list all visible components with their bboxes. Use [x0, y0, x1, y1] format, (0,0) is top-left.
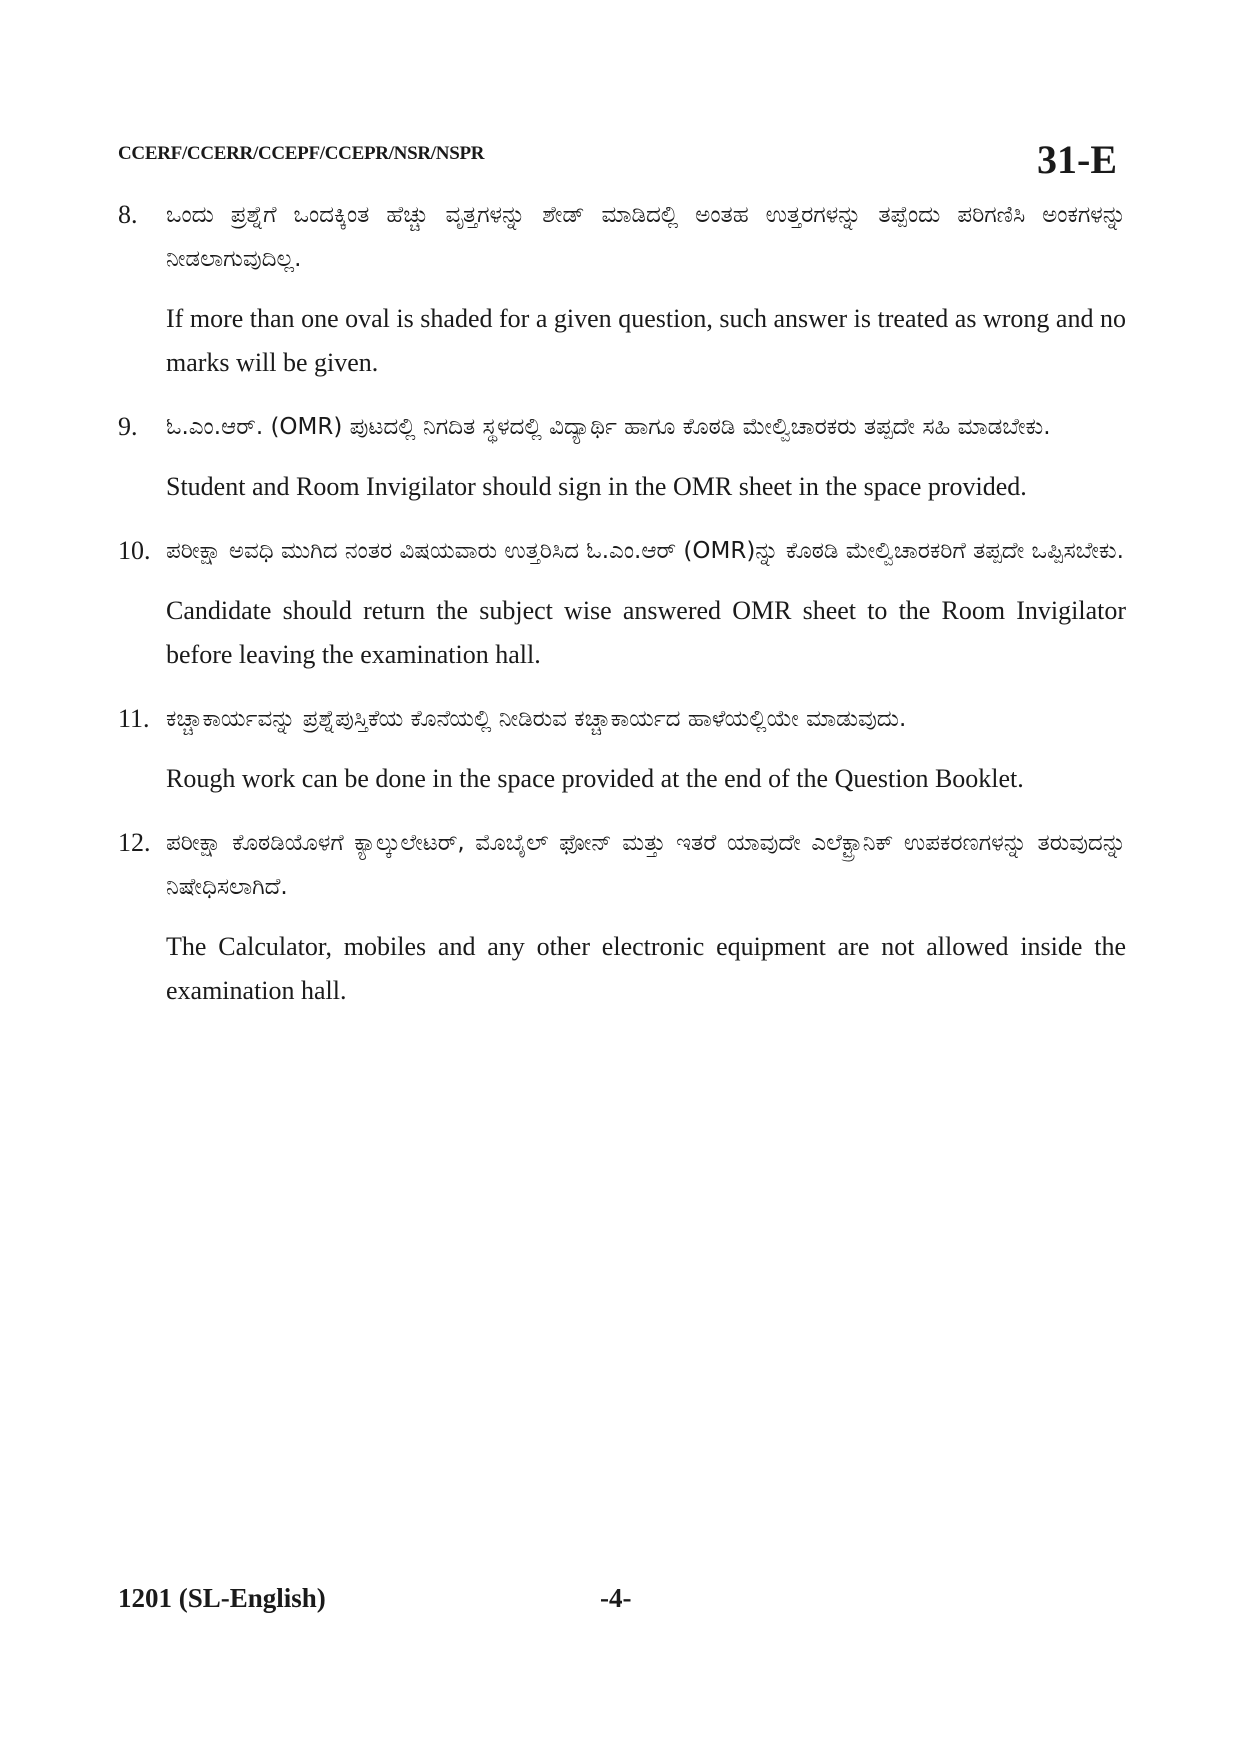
instruction-number: 12.: [118, 828, 151, 857]
instruction-english-text: Student and Room Invigilator should sign in the OMR sheet in the space provided.: [166, 472, 1027, 501]
instruction-kannada-text: ಪರೀಕ್ಷಾ ಅವಧಿ ಮುಗಿದ ನಂತರ ವಿಷಯವಾರು ಉತ್ತರಿಸಿದ ಓ.ಎಂ.ಆರ್ (OMR)ನ್ನು ಕೊಠಡಿ ಮೇಲ್ವಿಚಾರಕರಿಗೆ ತಪ್ಪದೇ ಒಪ್ಪಿಸಬೇಕು.: [166, 538, 1124, 564]
instruction-number: 9.: [118, 412, 138, 441]
instruction-kannada-text: ಪರೀಕ್ಷಾ ಕೊಠಡಿಯೊಳಗೆ ಕ್ಯಾಲ್ಕುಲೇಟರ್, ಮೊಬೈಲ್ ಫೋನ್ ಮತ್ತು ಇತರೆ ಯಾವುದೇ ಎಲೆಕ್ಟ್ರಾನಿಕ್ ಉಪಕರಣಗಳನ್ನು ತರುವುದನ್ನು ನಿಷೇಧಿಸಲಾಗಿದೆ.: [166, 830, 1126, 900]
subject-code: 1201 (SL-English): [118, 1583, 326, 1613]
instruction-list: [118, 193, 1126, 1033]
instruction-item-8: [118, 193, 1126, 385]
instruction-kannada-text: ಓ.ಎಂ.ಆರ್. (OMR) ಪುಟದಲ್ಲಿ ನಿಗದಿತ ಸ್ಥಳದಲ್ಲಿ ವಿದ್ಯಾರ್ಥಿ ಹಾಗೂ ಕೊಠಡಿ ಮೇಲ್ವಿಚಾರಕರು ತಪ್ಪದೇ ಸಹಿ ಮಾಡಬೇಕು.: [166, 414, 1051, 440]
instruction-english-text: Candidate should return the subject wise answered OMR sheet to the Room Invigilator before leaving the examination hall.: [166, 596, 1126, 669]
paper-code: 31-E: [1037, 137, 1117, 182]
instruction-item-9: [118, 405, 1126, 509]
instruction-number: 8.: [118, 200, 138, 229]
instruction-number: 11.: [118, 704, 150, 733]
instruction-item-10: [118, 529, 1126, 677]
page-number: -4-: [600, 1583, 632, 1613]
instruction-kannada-text: ಕಚ್ಚಾಕಾರ್ಯವನ್ನು ಪ್ರಶ್ನೆಪುಸ್ತಿಕೆಯ ಕೊನೆಯಲ್ಲಿ ನೀಡಿರುವ ಕಚ್ಚಾಕಾರ್ಯದ ಹಾಳೆಯಲ್ಲಿಯೇ ಮಾಡುವುದು.: [166, 706, 907, 732]
instruction-item-12: [118, 821, 1126, 1013]
instruction-item-11: [118, 697, 1126, 801]
instruction-kannada-text: ಒಂದು ಪ್ರಶ್ನೆಗೆ ಒಂದಕ್ಕಿಂತ ಹೆಚ್ಚು ವೃತ್ತಗಳನ್ನು ಶೇಡ್ ಮಾಡಿದಲ್ಲಿ ಅಂತಹ ಉತ್ತರಗಳನ್ನು ತಪ್ಪೆಂದು ಪರಿಗಣಿಸಿ ಅಂಕಗಳನ್ನು ನೀಡಲಾಗುವುದಿಲ್ಲ.: [166, 202, 1126, 272]
instruction-number: 10.: [118, 536, 151, 565]
instruction-english-text: If more than one oval is shaded for a given question, such answer is treated as wrong and no marks will be given.: [166, 304, 1126, 377]
instruction-english-text: The Calculator, mobiles and any other electronic equipment are not allowed inside the examination hall.: [166, 932, 1126, 1005]
instruction-english-text: Rough work can be done in the space provided at the end of the Question Booklet.: [166, 764, 1024, 793]
exam-code: CCERF/CCERR/CCEPF/CCEPR/NSR/NSPR: [118, 143, 485, 164]
